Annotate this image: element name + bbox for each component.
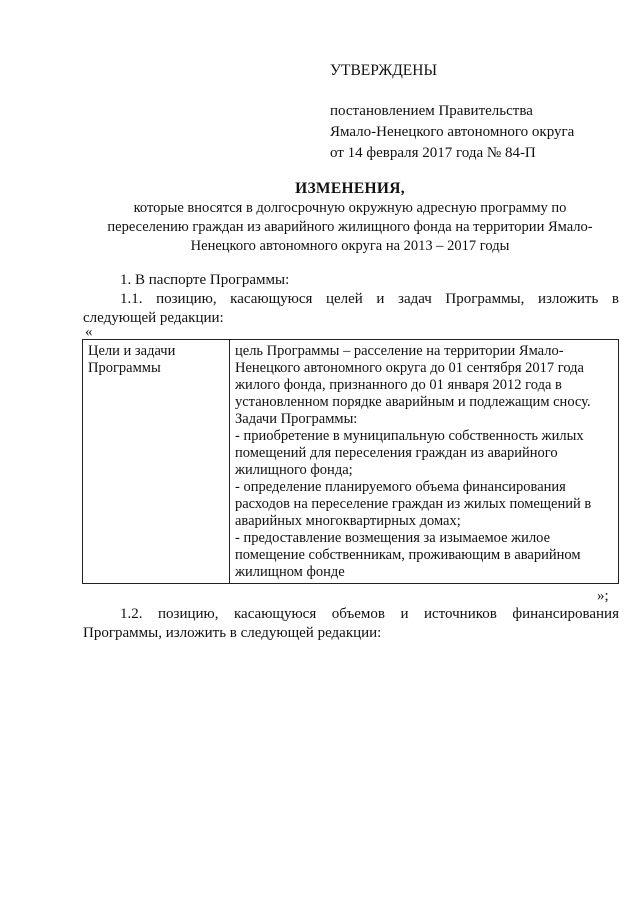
item-1-2-line-1: 1.2. позицию, касающуюся объемов и источников финансирования (120, 606, 619, 622)
table-content-line: расходов на переселение граждан из жилых помещений в (235, 496, 592, 512)
program-goals-table (82, 339, 619, 584)
closing-quote: »; (597, 588, 609, 604)
opening-quote: « (85, 324, 93, 340)
item-1-text: 1. В паспорте Программы: (120, 272, 290, 288)
table-content-line: цель Программы – расселение на территории Ямало- (235, 343, 564, 359)
table-content-line: жилищном фонде (235, 564, 345, 580)
table-content-line: помещение собственникам, проживающим в аварийном (235, 547, 581, 563)
table-row (83, 340, 619, 584)
table-content-line: жилого фонда, признанного до 01 января 2012 года в (235, 377, 562, 393)
item-1-2-paragraph (83, 605, 619, 643)
approval-block (330, 60, 620, 164)
item-1-1-paragraph (83, 290, 619, 328)
table-content-line: жилищного фонда; (235, 462, 353, 478)
table-content-line: помещений для переселения граждан из аварийного (235, 445, 558, 461)
subtitle-line-2: переселению граждан из аварийного жилищного фонда на территории Ямало- (107, 219, 593, 235)
table-cell-label (83, 340, 230, 584)
table-content-line: - предоставление возмещения за изымаемое жилое (235, 530, 551, 546)
table-content-line: - приобретение в муниципальную собственность жилых (235, 428, 584, 444)
item-1-1-line-2: следующей редакции: (83, 310, 224, 326)
item-1-paragraph (120, 271, 600, 290)
table-content-line: Ненецкого автономного округа до 01 сентября 2017 года (235, 360, 584, 376)
item-1-1-line-1: 1.1. позицию, касающуюся целей и задач Программы, изложить в (120, 291, 619, 307)
item-1-2-line-2: Программы, изложить в следующей редакции: (83, 625, 382, 641)
table-cell-content (230, 340, 619, 584)
approval-line-1: постановлением Правительства (330, 103, 533, 119)
table-content-line: - определение планируемого объема финансирования (235, 479, 566, 495)
subtitle-line-1: которые вносятся в долгосрочную окружную адресную программу по (133, 200, 567, 216)
approval-line-3: от 14 февраля 2017 года № 84-П (330, 145, 536, 161)
approval-line-2: Ямало-Ненецкого автономного округа (330, 124, 575, 140)
document-subtitle (90, 199, 610, 256)
approval-heading: УТВЕРЖДЕНЫ (330, 62, 437, 79)
table-content-line: установленном порядке аварийным и подлежащим сносу. (235, 394, 591, 410)
table-label-line-2: Программы (88, 360, 161, 376)
table-label-line-1: Цели и задачи (88, 343, 176, 359)
subtitle-line-3: Ненецкого автономного округа на 2013 – 2017 годы (190, 238, 510, 254)
document-title: ИЗМЕНЕНИЯ, (295, 180, 405, 197)
table-content-line: аварийных многоквартирных домах; (235, 513, 461, 529)
table-content-line: Задачи Программы: (235, 411, 358, 427)
